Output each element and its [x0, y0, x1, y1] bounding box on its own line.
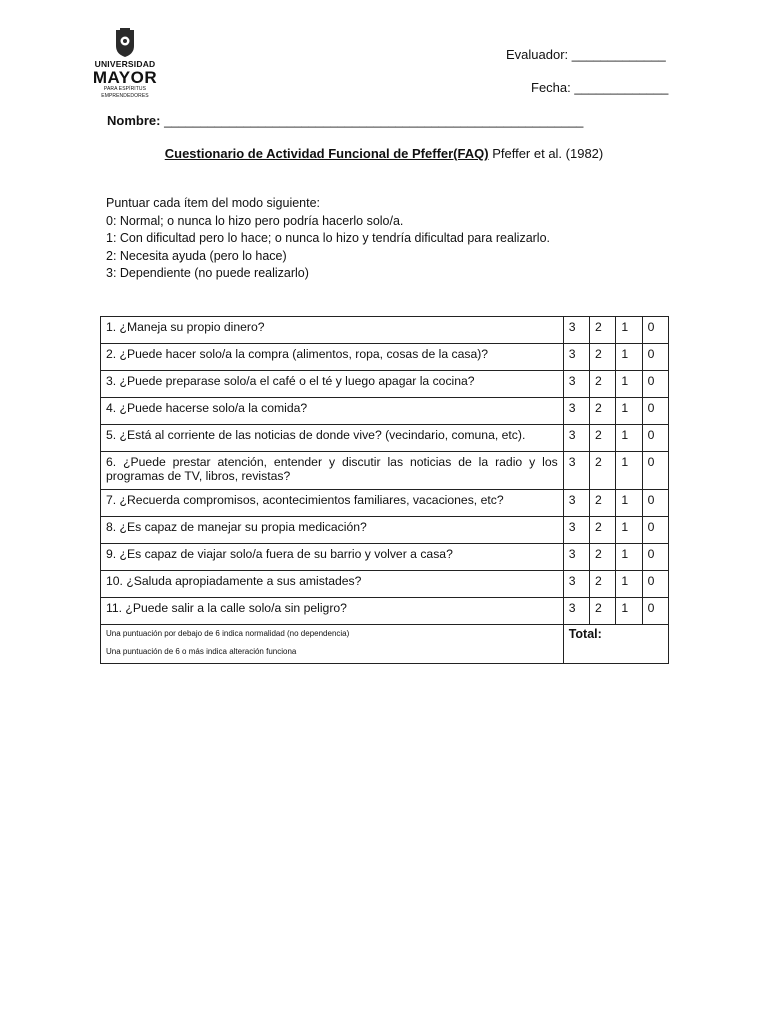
score-option-3[interactable]: 3 [563, 398, 589, 425]
question-row [101, 425, 669, 452]
question-row [101, 452, 669, 490]
footer-row [101, 625, 669, 664]
score-option-0[interactable]: 0 [642, 344, 668, 371]
page-title [0, 146, 768, 161]
nombre-line: __________________________________________________________ [160, 113, 584, 128]
score-option-1[interactable]: 1 [616, 317, 642, 344]
question-row [101, 571, 669, 598]
score-option-0[interactable]: 0 [642, 452, 668, 490]
score-option-0[interactable]: 0 [642, 371, 668, 398]
question-text: 11. ¿Puede salir a la calle solo/a sin peligro? [101, 598, 564, 625]
evaluador-field[interactable]: Evaluador: _____________ [506, 47, 666, 62]
question-row [101, 317, 669, 344]
score-option-1[interactable]: 1 [616, 517, 642, 544]
question-text: 8. ¿Es capaz de manejar su propia medicación? [101, 517, 564, 544]
question-text: 4. ¿Puede hacerse solo/a la comida? [101, 398, 564, 425]
score-option-0[interactable]: 0 [642, 398, 668, 425]
question-row [101, 344, 669, 371]
score-option-3[interactable]: 3 [563, 425, 589, 452]
score-option-2[interactable]: 2 [590, 452, 616, 490]
shield-icon [112, 28, 138, 58]
question-row [101, 598, 669, 625]
university-logo [80, 28, 170, 104]
score-option-2[interactable]: 2 [590, 571, 616, 598]
score-option-0[interactable]: 0 [642, 517, 668, 544]
score-option-2[interactable]: 2 [590, 517, 616, 544]
nombre-label: Nombre: [107, 113, 161, 128]
logo-line1: UNIVERSIDAD [94, 59, 156, 69]
score-option-1[interactable]: 1 [616, 598, 642, 625]
title-main: Cuestionario de Actividad Funcional de Pfeffer(FAQ) [164, 146, 489, 161]
question-row [101, 544, 669, 571]
score-option-3[interactable]: 3 [563, 517, 589, 544]
instruction-line: 0: Normal; o nunca lo hizo pero podría hacerlo solo/a. [106, 213, 404, 228]
nombre-field[interactable] [107, 113, 583, 128]
score-option-3[interactable]: 3 [563, 490, 589, 517]
question-text: 3. ¿Puede preparase solo/a el café o el té y luego apagar la cocina? [101, 371, 564, 398]
score-option-2[interactable]: 2 [590, 398, 616, 425]
score-option-0[interactable]: 0 [642, 490, 668, 517]
logo-line2: MAYOR [92, 68, 158, 87]
instruction-line: 2: Necesita ayuda (pero lo hace) [106, 248, 287, 263]
score-option-2[interactable]: 2 [590, 544, 616, 571]
question-row [101, 371, 669, 398]
question-text: 2. ¿Puede hacer solo/a la compra (alimentos, ropa, cosas de la casa)? [101, 344, 564, 371]
question-text: 9. ¿Es capaz de viajar solo/a fuera de su barrio y volver a casa? [101, 544, 564, 571]
score-option-0[interactable]: 0 [642, 425, 668, 452]
question-row [101, 398, 669, 425]
score-option-3[interactable]: 3 [563, 598, 589, 625]
question-row [101, 490, 669, 517]
score-option-1[interactable]: 1 [616, 490, 642, 517]
score-option-3[interactable]: 3 [563, 317, 589, 344]
score-option-2[interactable]: 2 [590, 317, 616, 344]
score-option-1[interactable]: 1 [616, 398, 642, 425]
score-option-1[interactable]: 1 [616, 571, 642, 598]
title-reference: Pfeffer et al. (1982) [488, 146, 604, 161]
score-option-0[interactable]: 0 [642, 317, 668, 344]
question-text: 1. ¿Maneja su propio dinero? [101, 317, 564, 344]
score-option-1[interactable]: 1 [616, 425, 642, 452]
score-option-3[interactable]: 3 [563, 344, 589, 371]
score-option-3[interactable]: 3 [563, 371, 589, 398]
score-note: Una puntuación por debajo de 6 indica normalidad (no dependencia) [106, 629, 350, 638]
instruction-line: 3: Dependiente (no puede realizarlo) [106, 266, 309, 280]
score-option-2[interactable]: 2 [590, 490, 616, 517]
score-option-1[interactable]: 1 [616, 344, 642, 371]
score-option-3[interactable]: 3 [563, 544, 589, 571]
faq-table [100, 316, 669, 664]
instruction-line: Puntuar cada ítem del modo siguiente: [106, 196, 321, 210]
score-option-1[interactable]: 1 [616, 544, 642, 571]
score-option-0[interactable]: 0 [642, 544, 668, 571]
logo-tagline: PARA ESPÍRITUS EMPRENDEDORES [101, 86, 149, 99]
score-option-3[interactable]: 3 [563, 452, 589, 490]
instruction-line: 1: Con dificultad pero lo hace; o nunca lo hizo y tendría dificultad para realizarlo. [106, 231, 551, 245]
score-option-0[interactable]: 0 [642, 571, 668, 598]
question-text: 5. ¿Está al corriente de las noticias de donde vive? (vecindario, comuna, etc). [101, 425, 564, 452]
score-option-2[interactable]: 2 [590, 371, 616, 398]
score-notes [101, 625, 564, 664]
score-option-2[interactable]: 2 [590, 598, 616, 625]
score-option-1[interactable]: 1 [616, 452, 642, 490]
score-option-1[interactable]: 1 [616, 371, 642, 398]
question-text: 7. ¿Recuerda compromisos, acontecimientos familiares, vacaciones, etc? [101, 490, 564, 517]
question-text: 6. ¿Puede prestar atención, entender y discutir las noticias de la radio y los programas de TV, libros, revistas? [101, 452, 564, 490]
instructions [106, 195, 550, 283]
fecha-field[interactable]: Fecha: _____________ [531, 80, 669, 95]
question-row [101, 517, 669, 544]
question-text: 10. ¿Saluda apropiadamente a sus amistades? [101, 571, 564, 598]
score-option-0[interactable]: 0 [642, 598, 668, 625]
total-cell[interactable]: Total: [563, 625, 668, 664]
score-option-2[interactable]: 2 [590, 425, 616, 452]
score-note: Una puntuación de 6 o más indica alteración funciona [106, 647, 297, 656]
score-option-2[interactable]: 2 [590, 344, 616, 371]
score-option-3[interactable]: 3 [563, 571, 589, 598]
